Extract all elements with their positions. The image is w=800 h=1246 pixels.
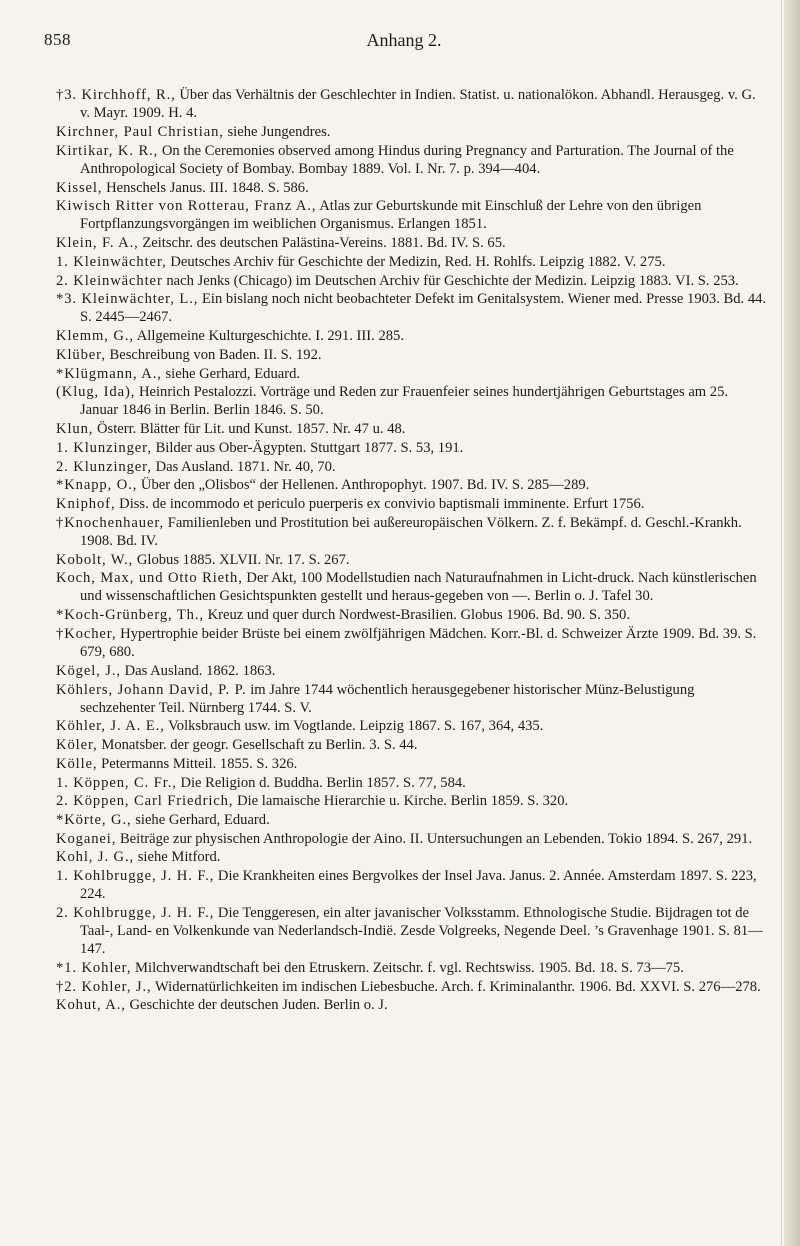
entry-author: Kobolt, W., <box>56 551 134 568</box>
entry-author: Koganei, <box>56 830 117 847</box>
entry-author: 1. Kohlbrugge, J. H. F., <box>56 868 215 885</box>
page-header <box>44 30 764 58</box>
entry-text: Das Ausland. 1862. 1863. <box>120 662 276 679</box>
bibliography-entry <box>56 569 768 605</box>
entry-author: *Körte, G., <box>56 811 132 828</box>
entry-text: Geschichte der deutschen Juden. Berlin o. J. <box>125 997 388 1014</box>
entry-text: Atlas zur Geburtskunde mit Einschluß der Lehre von den übrigen Fortpflanzungsvorgängen im weiblichen Organismus. Erlangen 1851. <box>80 198 702 233</box>
bibliography-entry <box>56 420 768 438</box>
entry-author: Kohl, J. G., <box>56 849 135 866</box>
entry-text: siehe Jungendres. <box>223 123 331 140</box>
bibliography-entry <box>56 681 768 717</box>
entry-text: siehe Gerhard, Eduard. <box>131 811 270 828</box>
bibliography-entry <box>56 811 768 829</box>
bibliography-entry <box>56 290 768 326</box>
bibliography-entry <box>56 234 768 252</box>
entry-author: 1. Klunzinger, <box>56 439 152 456</box>
bibliography-entry <box>56 365 768 383</box>
entry-text: Heinrich Pestalozzi. Vorträge und Reden zur Frauenfeier seines hundertjährigen Geburtstages am 25. Januar 1846 in Berlin. Berlin 1846. S. 50. <box>80 384 729 419</box>
entry-text: Milchverwandtschaft bei den Etruskern. Zeitschr. f. vgl. Rechtswiss. 1905. Bd. 18. S. 73—75. <box>131 960 684 977</box>
entry-author: *Klügmann, A., <box>56 365 162 382</box>
entry-author: 2. Klunzinger, <box>56 458 152 475</box>
entry-author: Kölle, <box>56 755 98 772</box>
entry-author: Kissel, <box>56 179 103 196</box>
entry-author: Klüber, <box>56 346 106 363</box>
gutter-shadow <box>781 0 782 1246</box>
entry-text: Kreuz und quer durch Nordwest-Brasilien. Globus 1906. Bd. 90. S. 350. <box>203 607 630 624</box>
entry-author: 1. Köppen, C. Fr., <box>56 774 177 791</box>
entry-text: Allgemeine Kulturgeschichte. I. 291. III. 285. <box>133 328 404 345</box>
bibliography-entry <box>56 514 768 550</box>
page-number: 858 <box>44 30 71 49</box>
entry-text: Zeitschr. des deutschen Palästina-Vereins. 1881. Bd. IV. S. 65. <box>138 235 506 252</box>
entry-text: im Jahre 1744 wöchentlich herausgegebener historischer Münz-Belustigung sechzehenter Teil. Nürnberg 1744. S. V. <box>80 681 695 716</box>
bibliography-entry <box>56 830 768 848</box>
entry-text: Bilder aus Ober-Ägypten. Stuttgart 1877. S. 53, 191. <box>151 439 464 456</box>
entry-author: Kiwisch Ritter von Rotterau, Franz A., <box>56 198 317 215</box>
bibliography-entry <box>56 439 768 457</box>
bibliography-entry <box>56 476 768 494</box>
entry-text: Über das Verhältnis der Geschlechter in Indien. Statist. u. nationalökon. Abhandl. Herausgeg. v. G. v. Mayr. 1909. H. 4. <box>80 87 756 122</box>
entry-author: 2. Kleinwächter <box>56 272 163 289</box>
running-head: Anhang 2. <box>366 30 442 50</box>
entry-author: *Knapp, O., <box>56 477 138 494</box>
bibliography-entry <box>56 625 768 661</box>
entry-author: Kirchner, Paul Christian, <box>56 123 224 140</box>
bibliography-entry <box>56 978 768 996</box>
entry-author: Klun, <box>56 421 94 438</box>
entry-author: Koch, Max, und Otto Rieth, <box>56 570 243 587</box>
entry-author: Klein, F. A., <box>56 235 139 252</box>
entry-text: On the Ceremonies observed among Hindus during Pregnancy and Parturation. The Journal of the Anthropological Society of Bombay. Bombay 1889. Vol. I. Nr. 7. p. 394—404. <box>80 142 734 177</box>
entry-text: Die Religion d. Buddha. Berlin 1857. S. 77, 584. <box>176 774 466 791</box>
entry-author: *Koch-Grünberg, Th., <box>56 607 204 624</box>
bibliography-entry <box>56 736 768 754</box>
bibliography-entry <box>56 495 768 513</box>
entry-author: Kohut, A., <box>56 997 126 1014</box>
bibliography-entry <box>56 662 768 680</box>
entry-author: †Knochenhauer, <box>56 514 165 531</box>
entry-text: Henschels Janus. III. 1848. S. 586. <box>102 179 309 196</box>
bibliography-entry <box>56 142 768 178</box>
entry-text: siehe Mitford. <box>134 849 221 866</box>
entry-text: nach Jenks (Chicago) im Deutschen Archiv für Geschichte der Medizin. Leipzig 1883. VI. S. 253. <box>162 272 739 289</box>
entry-text: Petermanns Mitteil. 1855. S. 326. <box>97 755 298 772</box>
entry-text: Beiträge zur physischen Anthropologie der Aino. II. Untersuchungen an Lebenden. Tokio 1894. S. 267, 291. <box>116 830 753 847</box>
entry-text: Über den „Olisbos“ der Hellenen. Anthropophyt. 1907. Bd. IV. S. 285—289. <box>137 477 590 494</box>
entry-author: 1. Kleinwächter, <box>56 253 167 270</box>
bibliography-list <box>56 86 768 1015</box>
entry-author: Kögel, J., <box>56 662 121 679</box>
bibliography-entry <box>56 848 768 866</box>
entry-text: Widernatürlichkeiten im indischen Liebesbuche. Arch. f. Kriminalanthr. 1906. Bd. XXVI. S. 276—278. <box>151 978 761 995</box>
entry-text: Österr. Blätter für Lit. und Kunst. 1857. Nr. 47 u. 48. <box>93 421 406 438</box>
entry-text: Das Ausland. 1871. Nr. 40, 70. <box>151 458 336 475</box>
bibliography-entry <box>56 551 768 569</box>
bibliography-entry <box>56 792 768 810</box>
bibliography-entry <box>56 253 768 271</box>
entry-text: Volksbrauch usw. im Vogtlande. Leipzig 1867. S. 167, 364, 435. <box>164 718 544 735</box>
bibliography-entry <box>56 197 768 233</box>
entry-author: Köhlers, Johann David, P. P. <box>56 681 247 698</box>
entry-author: †3. Kirchhoff, R., <box>56 87 176 103</box>
entry-text: Die Krankheiten eines Bergvolkes der Insel Java. Janus. 2. Année. Amsterdam 1897. S. 223, 224. <box>80 868 757 903</box>
entry-text: Die lamaische Hierarchie u. Kirche. Berlin 1859. S. 320. <box>233 793 569 810</box>
entry-text: siehe Gerhard, Eduard. <box>161 365 301 382</box>
bibliography-entry <box>56 606 768 624</box>
entry-text: Die Tenggeresen, ein alter javanischer Volksstamm. Ethnologische Studie. Bijdragen tot de Taal-, Land- en Volkenkunde van Nederlandsch-Indië. Zesde Volgreeks, Negende Deel. ’s Gravenhage 1901. S. 81—147. <box>80 904 763 958</box>
bibliography-entry <box>56 272 768 290</box>
entry-author: Köler, <box>56 737 98 754</box>
entry-text: Deutsches Archiv für Geschichte der Medizin, Red. H. Rohlfs. Leipzig 1882. V. 275. <box>166 253 666 270</box>
entry-text: Der Akt, 100 Modellstudien nach Naturaufnahmen in Licht-druck. Nach künstlerischen und wissenschaftlichen Gesichtspunkten gestellt und heraus-gegeben von —. Berlin o. J. Tafel 30. <box>80 570 757 605</box>
bibliography-entry <box>56 717 768 735</box>
entry-text: Hypertrophie beider Brüste bei einem zwölfjährigen Mädchen. Korr.-Bl. d. Schweizer Ärzte 1909. Bd. 39. S. 679, 680. <box>80 625 757 661</box>
bibliography-entry <box>56 458 768 476</box>
bibliography-entry <box>56 327 768 345</box>
entry-author: (Klug, Ida), <box>56 384 136 401</box>
bibliography-entry <box>56 346 768 364</box>
bibliography-entry <box>56 123 768 141</box>
entry-author: *1. Kohler, <box>56 960 132 977</box>
entry-text: Globus 1885. XLVII. Nr. 17. S. 267. <box>133 551 350 568</box>
entry-text: Ein bislang noch nicht beobachteter Defekt im Genitalsystem. Wiener med. Presse 1903. Bd. 44. S. 2445—2467. <box>80 291 767 326</box>
bibliography-entry <box>56 755 768 773</box>
entry-text: Diss. de incommodo et periculo puerperis ex convivio baptismali imminente. Erfurt 1756. <box>115 495 645 512</box>
bibliography-entry <box>56 774 768 792</box>
bibliography-entry <box>56 996 768 1014</box>
entry-author: †2. Kohler, J., <box>56 978 152 995</box>
bibliography-entry <box>56 383 768 419</box>
entry-text: Familienleben und Prostitution bei außereuropäischen Völkern. Z. f. Bekämpf. d. Geschl.-Krankh. 1908. Bd. IV. <box>80 514 742 549</box>
book-gutter <box>784 0 800 1246</box>
entry-author: †Kocher, <box>56 625 117 642</box>
bibliography-entry <box>56 959 768 977</box>
entry-author: *3. Kleinwächter, L., <box>56 291 199 308</box>
bibliography-entry <box>56 179 768 197</box>
entry-author: 2. Köppen, Carl Friedrich, <box>56 793 234 810</box>
entry-text: Monatsber. der geogr. Gesellschaft zu Berlin. 3. S. 44. <box>97 737 418 754</box>
entry-author: 2. Kohlbrugge, J. H. F., <box>56 904 215 921</box>
entry-author: Klemm, G., <box>56 328 134 345</box>
entry-author: Kirtikar, K. R., <box>56 142 159 159</box>
bibliography-entry <box>56 904 768 959</box>
entry-author: Kniphof, <box>56 495 116 512</box>
entry-author: Köhler, J. A. E., <box>56 718 165 735</box>
bibliography-entry <box>56 86 768 122</box>
bibliography-entry <box>56 867 768 903</box>
entry-text: Beschreibung von Baden. II. S. 192. <box>105 346 322 363</box>
